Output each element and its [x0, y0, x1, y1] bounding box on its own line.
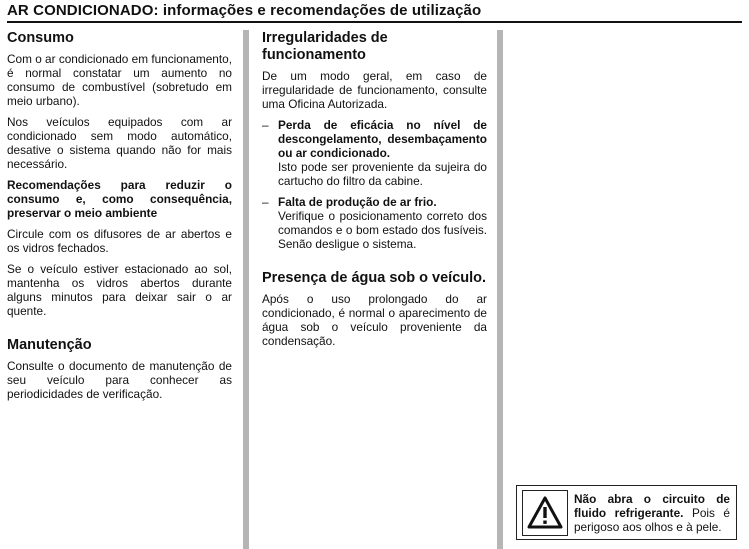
list-dash: –: [262, 195, 269, 209]
warning-box: [516, 485, 737, 540]
consumo-heading: Consumo: [7, 30, 74, 46]
list-dash: –: [262, 118, 269, 132]
warning-triangle-icon: [522, 490, 568, 536]
agua-paragraph: Após o uso prolongado do ar condicionado, é normal o aparecimento de água sob o veículo proveniente da condensação.: [262, 292, 487, 348]
list-item-text: Verifique o posicionamento correto dos comandos e o bom estado dos fusíveis. Senão desligue o sistema.: [278, 209, 487, 251]
warning-detail: Pois é perigoso aos olhos e à pele.: [574, 505, 730, 534]
irregularidades-list: [262, 118, 487, 251]
column-divider-right: [497, 30, 503, 549]
agua-heading: Presença de água sob o veículo.: [262, 270, 487, 286]
warning-bold: Não abra o circuito de fluido refrigerante.: [574, 491, 730, 520]
consumo-paragraph-3: Circule com os difusores de ar abertos e os vidros fechados.: [7, 227, 232, 255]
consumo-paragraph-4: Se o veículo estiver estacionado ao sol, mantenha os vidros abertos durante alguns minutos para deixar sair o ar quente.: [7, 262, 232, 318]
list-item: [262, 118, 487, 188]
list-item-title: Perda de eficácia no nível de descongelamento, desembaçamento ou ar condicionado.: [278, 118, 487, 160]
irregularidades-heading: Irregularidades de funcionamento: [262, 30, 388, 63]
column-divider-left: [243, 30, 249, 549]
consumo-recommendations: Recomendações para reduzir o consumo e, como consequência, preservar o meio ambiente: [7, 178, 232, 220]
consumo-paragraph-2: Nos veículos equipados com ar condicionado sem modo automático, desative o sistema quando não for mais necessário.: [7, 115, 232, 171]
column-left: [7, 30, 232, 408]
list-item: [262, 195, 487, 251]
list-item-title: Falta de produção de ar frio.: [278, 195, 437, 209]
page-title: AR CONDICIONADO: informações e recomendações de utilização: [7, 2, 742, 23]
column-middle: [262, 30, 487, 355]
list-item-text: Isto pode ser proveniente da sujeira do cartucho do filtro da cabine.: [278, 160, 487, 188]
warning-text: [574, 492, 736, 534]
manutencao-paragraph: Consulte o documento de manutenção de seu veículo para conhecer as periodicidades de verificação.: [7, 359, 232, 401]
consumo-paragraph-1: Com o ar condicionado em funcionamento, é normal constatar um aumento no consumo de combustível (sobretudo em meio urbano).: [7, 52, 232, 108]
irregularidades-paragraph: De um modo geral, em caso de irregularidade de funcionamento, consulte uma Oficina Autorizada.: [262, 69, 487, 111]
manutencao-heading: Manutenção: [7, 337, 92, 353]
